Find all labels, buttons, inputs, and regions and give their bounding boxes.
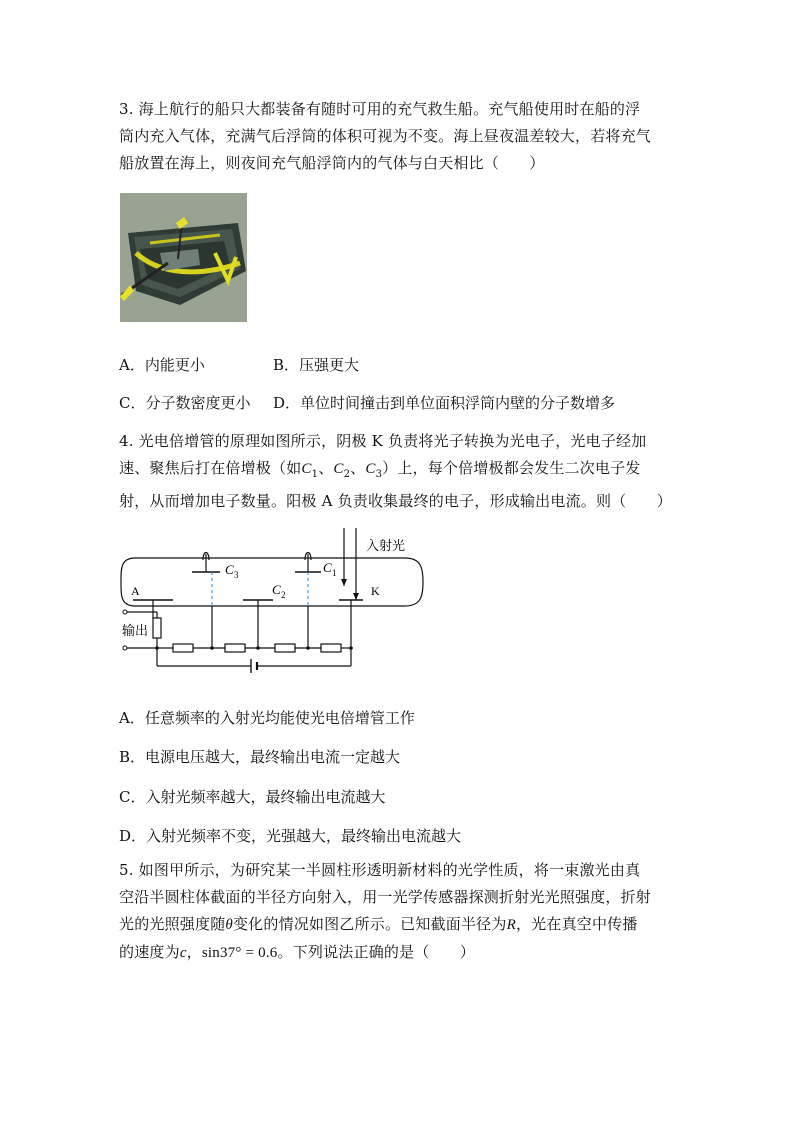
q4-c3-sub: 3 bbox=[375, 469, 383, 480]
q4-line-2-post: ）上，每个倍增极都会发生二次电子发 bbox=[382, 459, 641, 477]
q4-c2-sub: 2 bbox=[343, 469, 351, 480]
arrow-left bbox=[341, 579, 347, 586]
inflatable-boat-photo bbox=[120, 193, 247, 322]
q4-c2: C bbox=[333, 461, 344, 477]
q3-option-d[interactable]: D．单位时间撞击到单位面积浮筒内壁的分子数增多 bbox=[273, 394, 616, 412]
question-3-stem bbox=[119, 96, 679, 177]
q5-line-2: 空沿半圆柱体截面的半径方向射入，用一光学传感器探测折射光光照强度，折射 bbox=[119, 888, 652, 906]
label-c1-sub: 1 bbox=[332, 568, 337, 578]
q4-option-b[interactable]: B．电源电压越大，最终输出电流一定越大 bbox=[119, 748, 401, 766]
label-c3: C bbox=[225, 562, 234, 577]
q5-light-speed-symbol: c bbox=[179, 945, 187, 961]
q4-line-2 bbox=[119, 455, 679, 488]
q5-line-3 bbox=[119, 911, 679, 939]
q3-line-3: 船放置在海上，则夜间充气船浮筒内的气体与白天相比（ ） bbox=[119, 154, 545, 172]
q3-line-1: 3. 海上航行的船只大都装备有随时可用的充气救生船。充气船使用时在船的浮 bbox=[119, 100, 641, 118]
q5-line-4-post: 。下列说法正确的是（ ） bbox=[277, 943, 476, 961]
divider-resistor-3 bbox=[275, 644, 295, 652]
q5-line-3-mid: 变化的情况如图乙所示。已知截面半径为 bbox=[232, 915, 507, 933]
q3-options-row-1 bbox=[119, 355, 360, 375]
q4-c1: C bbox=[301, 461, 312, 477]
q4-option-a[interactable]: A．任意频率的入射光均能使光电倍增管工作 bbox=[119, 709, 415, 727]
label-c3-sub: 3 bbox=[234, 570, 239, 580]
question-5-stem bbox=[119, 857, 679, 967]
q4-option-c[interactable]: C．入射光频率越大，最终输出电流越大 bbox=[119, 788, 386, 806]
label-cathode: K bbox=[371, 584, 380, 598]
label-incident-light: 入射光 bbox=[366, 538, 406, 553]
q4-c3: C bbox=[365, 461, 376, 477]
q5-radius-symbol: R bbox=[506, 917, 516, 933]
q5-line-3-pre: 光的光照强度随 bbox=[119, 915, 226, 933]
question-4-stem bbox=[119, 428, 679, 515]
q4-line-1: 4. 光电倍增管的原理如图所示，阴极 K 负责将光子转换为光电子，光电子经加 bbox=[119, 432, 647, 450]
q4-c1-sub: 1 bbox=[311, 469, 319, 480]
arrow-right bbox=[353, 593, 359, 600]
q3-line-2: 筒内充入气体，充满气后浮筒的体积可视为不变。海上昼夜温差较大，若将充气 bbox=[119, 127, 652, 145]
label-c2: C bbox=[272, 582, 281, 597]
q5-line-4 bbox=[119, 939, 679, 967]
divider-resistor-4 bbox=[321, 644, 341, 652]
q5-line-4-pre: 的速度为 bbox=[119, 943, 180, 961]
photomultiplier-circuit-diagram bbox=[115, 524, 435, 684]
label-output: 输出 bbox=[122, 623, 149, 638]
q5-sin-value: sin37° = 0.6 bbox=[201, 945, 278, 961]
q4-sep-2: 、 bbox=[350, 459, 366, 477]
label-anode: A bbox=[131, 584, 140, 598]
q5-line-3-post: ，光在真空中传播 bbox=[515, 915, 638, 933]
label-c1: C bbox=[323, 560, 332, 575]
divider-resistor-1 bbox=[173, 644, 193, 652]
q3-option-a[interactable]: A．内能更小 bbox=[119, 356, 205, 374]
q5-line-1: 5. 如图甲所示，为研究某一半圆柱形透明新材料的光学性质，将一束激光由真 bbox=[119, 861, 641, 879]
label-c2-sub: 2 bbox=[281, 590, 286, 600]
output-resistor bbox=[153, 618, 161, 638]
q3-option-b[interactable]: B．压强更大 bbox=[273, 356, 360, 374]
q4-sep-1: 、 bbox=[318, 459, 334, 477]
q4-option-d[interactable]: D．入射光频率不变，光强越大，最终输出电流越大 bbox=[119, 827, 462, 845]
q3-options-row-2 bbox=[119, 393, 616, 413]
q3-option-c[interactable]: C．分子数密度更小 bbox=[119, 394, 251, 412]
q5-theta: θ bbox=[225, 917, 233, 933]
q4-line-3: 射，从而增加电子数量。阳极 A 负责收集最终的电子，形成输出电流。则（ ） bbox=[119, 492, 672, 510]
q5-line-4-mid: ， bbox=[186, 943, 202, 961]
divider-resistor-2 bbox=[225, 644, 245, 652]
q4-line-2-pre: 速、聚焦后打在倍增极（如 bbox=[119, 459, 302, 477]
